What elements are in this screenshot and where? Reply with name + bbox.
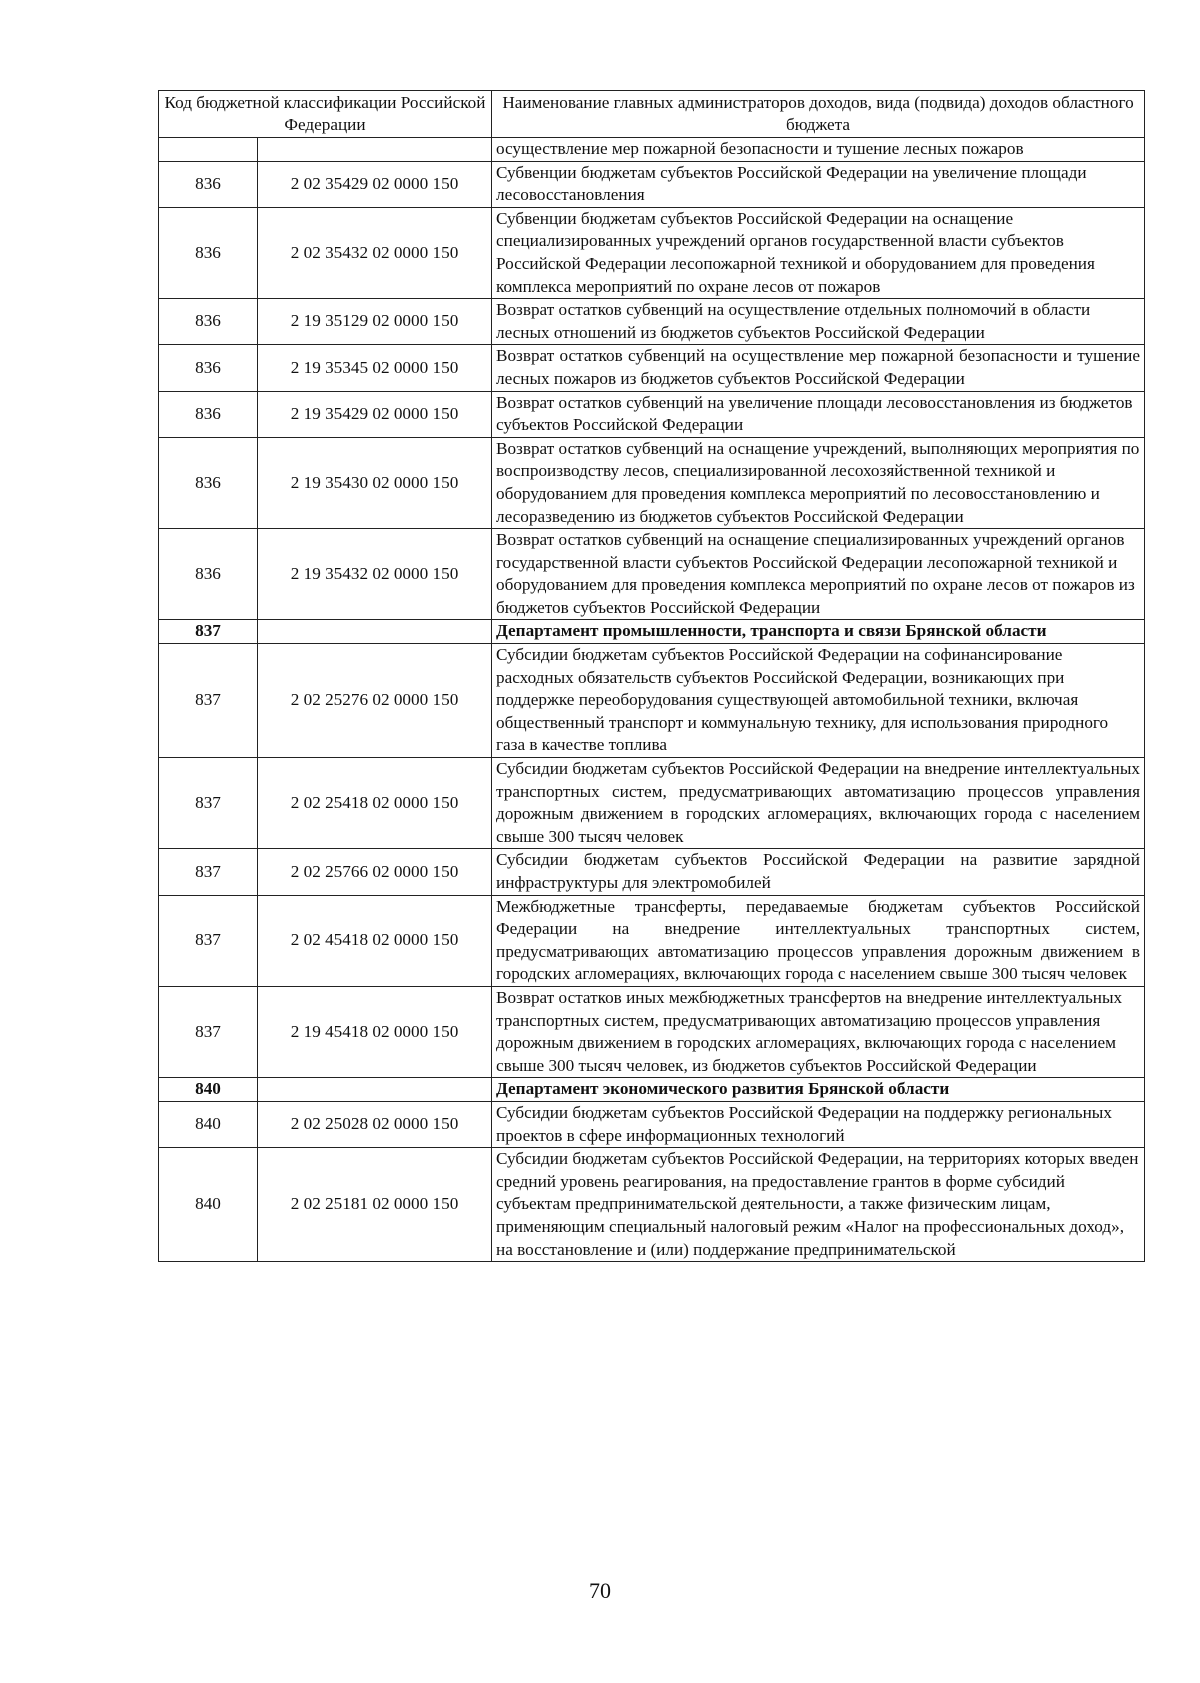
administrator-code-cell: 837 [159, 758, 258, 849]
administrator-code-cell: 836 [159, 345, 258, 391]
budget-code-cell: 2 19 35430 02 0000 150 [258, 437, 492, 528]
document-page [158, 90, 1144, 1262]
budget-classification-table [158, 90, 1145, 1262]
budget-code-cell [258, 1078, 492, 1102]
description-cell: Возврат остатков субвенций на увеличение площади лесовосстановления из бюджетов субъектов Российской Федерации [492, 391, 1145, 437]
administrator-code-cell: 836 [159, 161, 258, 207]
department-row [159, 1078, 1145, 1102]
budget-code-cell: 2 02 25276 02 0000 150 [258, 644, 492, 758]
administrator-code-cell: 840 [159, 1148, 258, 1262]
budget-code-cell: 2 19 35429 02 0000 150 [258, 391, 492, 437]
table-row [159, 1148, 1145, 1262]
budget-code-cell [258, 138, 492, 162]
table-row [159, 437, 1145, 528]
administrator-code-cell: 837 [159, 644, 258, 758]
administrator-code-cell [159, 138, 258, 162]
table-row [159, 299, 1145, 345]
table-row [159, 161, 1145, 207]
table-row [159, 644, 1145, 758]
administrator-code-cell: 837 [159, 620, 258, 644]
description-cell: Возврат остатков иных межбюджетных трансфертов на внедрение интеллектуальных транспортных систем, предусматривающих автоматизацию процессов управления дорожным движением в городских агломерациях, включающих города с населением свыше 300 тысяч человек, из бюджетов субъектов Российской Федерации [492, 986, 1145, 1077]
budget-code-cell: 2 02 25028 02 0000 150 [258, 1101, 492, 1147]
description-cell: Возврат остатков субвенций на оснащение специализированных учреждений органов государственной власти субъектов Российской Федерации лесопожарной техникой и оборудованием для проведения комплекса мероприятий по охране лесов от пожаров из бюджетов субъектов Российской Федерации [492, 529, 1145, 620]
budget-code-cell: 2 02 25418 02 0000 150 [258, 758, 492, 849]
table-row [159, 207, 1145, 298]
administrator-code-cell: 837 [159, 849, 258, 895]
budget-code-cell: 2 19 35129 02 0000 150 [258, 299, 492, 345]
description-cell: Возврат остатков субвенций на оснащение учреждений, выполняющих мероприятия по воспроизводству лесов, специализированной лесохозяйственной техникой и оборудованием для проведения комплекса мероприятий по лесовосстановлению и лесоразведению из бюджетов субъектов Российской Федерации [492, 437, 1145, 528]
page-number: 70 [589, 1578, 611, 1603]
description-cell: Субсидии бюджетам субъектов Российской Федерации на софинансирование расходных обязательств субъектов Российской Федерации, возникающих при поддержке переоборудования существующей автомобильной техники, включая общественный транспорт и коммунальную технику, для использования природного газа в качестве топлива [492, 644, 1145, 758]
department-name-cell: Департамент промышленности, транспорта и связи Брянской области [492, 620, 1145, 644]
description-cell: Субсидии бюджетам субъектов Российской Федерации на поддержку региональных проектов в сфере информационных технологий [492, 1101, 1145, 1147]
table-row [159, 529, 1145, 620]
table-row [159, 849, 1145, 895]
administrator-code-cell: 836 [159, 207, 258, 298]
budget-code-cell: 2 02 35429 02 0000 150 [258, 161, 492, 207]
table-row [159, 758, 1145, 849]
department-row [159, 620, 1145, 644]
budget-code-cell: 2 19 45418 02 0000 150 [258, 986, 492, 1077]
budget-code-cell: 2 02 35432 02 0000 150 [258, 207, 492, 298]
table-header-row [159, 91, 1145, 138]
header-administrator-name: Наименование главных администраторов доходов, вида (подвида) доходов областного бюджета [492, 91, 1145, 138]
budget-code-cell: 2 02 45418 02 0000 150 [258, 895, 492, 986]
administrator-code-cell: 837 [159, 986, 258, 1077]
table-row [159, 986, 1145, 1077]
administrator-code-cell: 840 [159, 1078, 258, 1102]
table-row [159, 138, 1145, 162]
description-cell: Возврат остатков субвенций на осуществление отдельных полномочий в области лесных отношений из бюджетов субъектов Российской Федерации [492, 299, 1145, 345]
header-code-classification: Код бюджетной классификации Российской Федерации [159, 91, 492, 138]
budget-code-cell: 2 02 25181 02 0000 150 [258, 1148, 492, 1262]
description-cell: Субвенции бюджетам субъектов Российской Федерации на оснащение специализированных учреждений органов государственной власти субъектов Российской Федерации лесопожарной техникой и оборудованием для проведения комплекса мероприятий по охране лесов от пожаров [492, 207, 1145, 298]
table-row [159, 345, 1145, 391]
administrator-code-cell: 837 [159, 895, 258, 986]
description-cell: осуществление мер пожарной безопасности и тушение лесных пожаров [492, 138, 1145, 162]
administrator-code-cell: 836 [159, 437, 258, 528]
description-cell: Межбюджетные трансферты, передаваемые бюджетам субъектов Российской Федерации на внедрение интеллектуальных транспортных систем, предусматривающих автоматизацию процессов управления дорожным движением в городских агломерациях, включающих города с населением свыше 300 тысяч человек [492, 895, 1145, 986]
administrator-code-cell: 836 [159, 299, 258, 345]
description-cell: Субсидии бюджетам субъектов Российской Федерации на развитие зарядной инфраструктуры для электромобилей [492, 849, 1145, 895]
department-name-cell: Департамент экономического развития Брянской области [492, 1078, 1145, 1102]
budget-code-cell [258, 620, 492, 644]
budget-code-cell: 2 02 25766 02 0000 150 [258, 849, 492, 895]
administrator-code-cell: 840 [159, 1101, 258, 1147]
table-row [159, 391, 1145, 437]
table-row [159, 1101, 1145, 1147]
description-cell: Субсидии бюджетам субъектов Российской Федерации, на территориях которых введен средний уровень реагирования, на предоставление грантов в форме субсидий субъектам предпринимательской деятельности, а также физическим лицам, применяющим специальный налоговый режим «Налог на профессиональных доход», на восстановление и (или) поддержание предпринимательской [492, 1148, 1145, 1262]
description-cell: Субсидии бюджетам субъектов Российской Федерации на внедрение интеллектуальных транспортных систем, предусматривающих автоматизацию процессов управления дорожным движением в городских агломерациях, включающих города с населением свыше 300 тысяч человек [492, 758, 1145, 849]
budget-code-cell: 2 19 35432 02 0000 150 [258, 529, 492, 620]
description-cell: Субвенции бюджетам субъектов Российской Федерации на увеличение площади лесовосстановления [492, 161, 1145, 207]
administrator-code-cell: 836 [159, 529, 258, 620]
description-cell: Возврат остатков субвенций на осуществление мер пожарной безопасности и тушение лесных пожаров из бюджетов субъектов Российской Федерации [492, 345, 1145, 391]
administrator-code-cell: 836 [159, 391, 258, 437]
table-row [159, 895, 1145, 986]
budget-code-cell: 2 19 35345 02 0000 150 [258, 345, 492, 391]
table-body [159, 138, 1145, 1262]
